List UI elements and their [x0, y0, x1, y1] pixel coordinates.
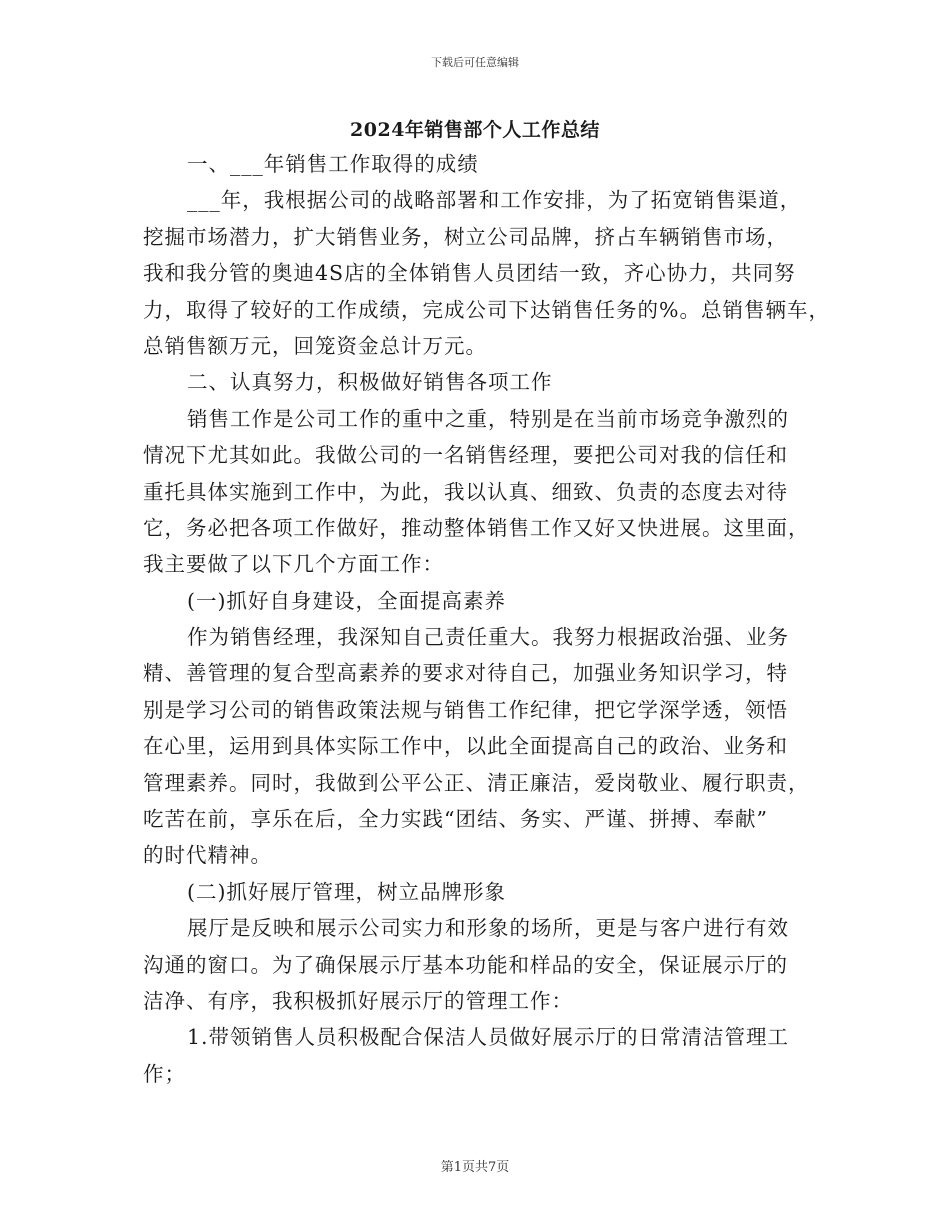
body-line: 洁净、有序，我积极抓好展示厅的管理工作： [143, 988, 573, 1013]
body-line: 一、___年销售工作取得的成绩 [187, 152, 479, 176]
page-footer: 第1页共7页 [440, 1160, 510, 1175]
body-line: 作； [143, 1061, 186, 1086]
body-line: 作为销售经理，我深知自己责任重大。我努力根据政治强、业务 [187, 625, 789, 650]
body-line: 别是学习公司的销售政策法规与销售工作纪律，把它学深学透，领悟 [143, 697, 788, 722]
body-line: 1.带领销售人员积极配合保洁人员做好展示厅的日常清洁管理工 [187, 1025, 790, 1050]
body-line: 销售工作是公司工作的重中之重，特别是在当前市场竞争激烈的 [187, 406, 789, 431]
body-line: 它，务必把各项工作做好，推动整体销售工作又好又快进展。这里面， [143, 515, 810, 540]
body-line: 挖掘市场潜力，扩大销售业务，树立公司品牌，挤占车辆销售市场， [143, 224, 788, 249]
body-line: 力，取得了较好的工作成绩，完成公司下达销售任务的%。总销售辆车， [143, 297, 830, 322]
body-line: (二)抓好展厅管理，树立品牌形象 [187, 879, 506, 904]
page-header: 下载后可任意编辑 [431, 56, 519, 69]
body-line: 管理素养。同时，我做到公平公正、清正廉洁，爱岗敬业、履行职责， [143, 770, 810, 795]
body-line: 情况下尤其如此。我做公司的一名销售经理，要把公司对我的信任和 [143, 443, 788, 468]
document-title: 2024年销售部个人工作总结 [350, 119, 600, 141]
body-line: 我和我分管的奥迪4S店的全体销售人员团结一致，齐心协力，共同努 [143, 261, 796, 286]
body-line: 重托具体实施到工作中，为此，我以认真、细致、负责的态度去对待 [143, 479, 788, 504]
body-line: 总销售额万元，回笼资金总计万元。 [143, 333, 487, 358]
body-line: 二、认真努力，积极做好销售各项工作 [187, 370, 553, 395]
body-line: 吃苦在前，享乐在后，全力实践“团结、务实、严谨、拼搏、奉献” [143, 807, 768, 832]
body-line: 精、善管理的复合型高素养的要求对待自己，加强业务知识学习，特 [143, 661, 788, 686]
body-line: (一)抓好自身建设，全面提高素养 [187, 588, 506, 613]
body-line: 我主要做了以下几个方面工作： [143, 552, 444, 577]
body-line: 在心里，运用到具体实际工作中，以此全面提高自己的政治、业务和 [143, 734, 788, 759]
document-body [143, 146, 830, 1092]
body-line: 展厅是反映和展示公司实力和形象的场所，更是与客户进行有效 [187, 916, 789, 941]
body-line: ___年，我根据公司的战略部署和工作安排，为了拓宽销售渠道， [187, 188, 802, 213]
body-line: 沟通的窗口。为了确保展示厅基本功能和样品的安全，保证展示厅的 [143, 952, 788, 977]
body-line: 的时代精神。 [143, 843, 272, 868]
